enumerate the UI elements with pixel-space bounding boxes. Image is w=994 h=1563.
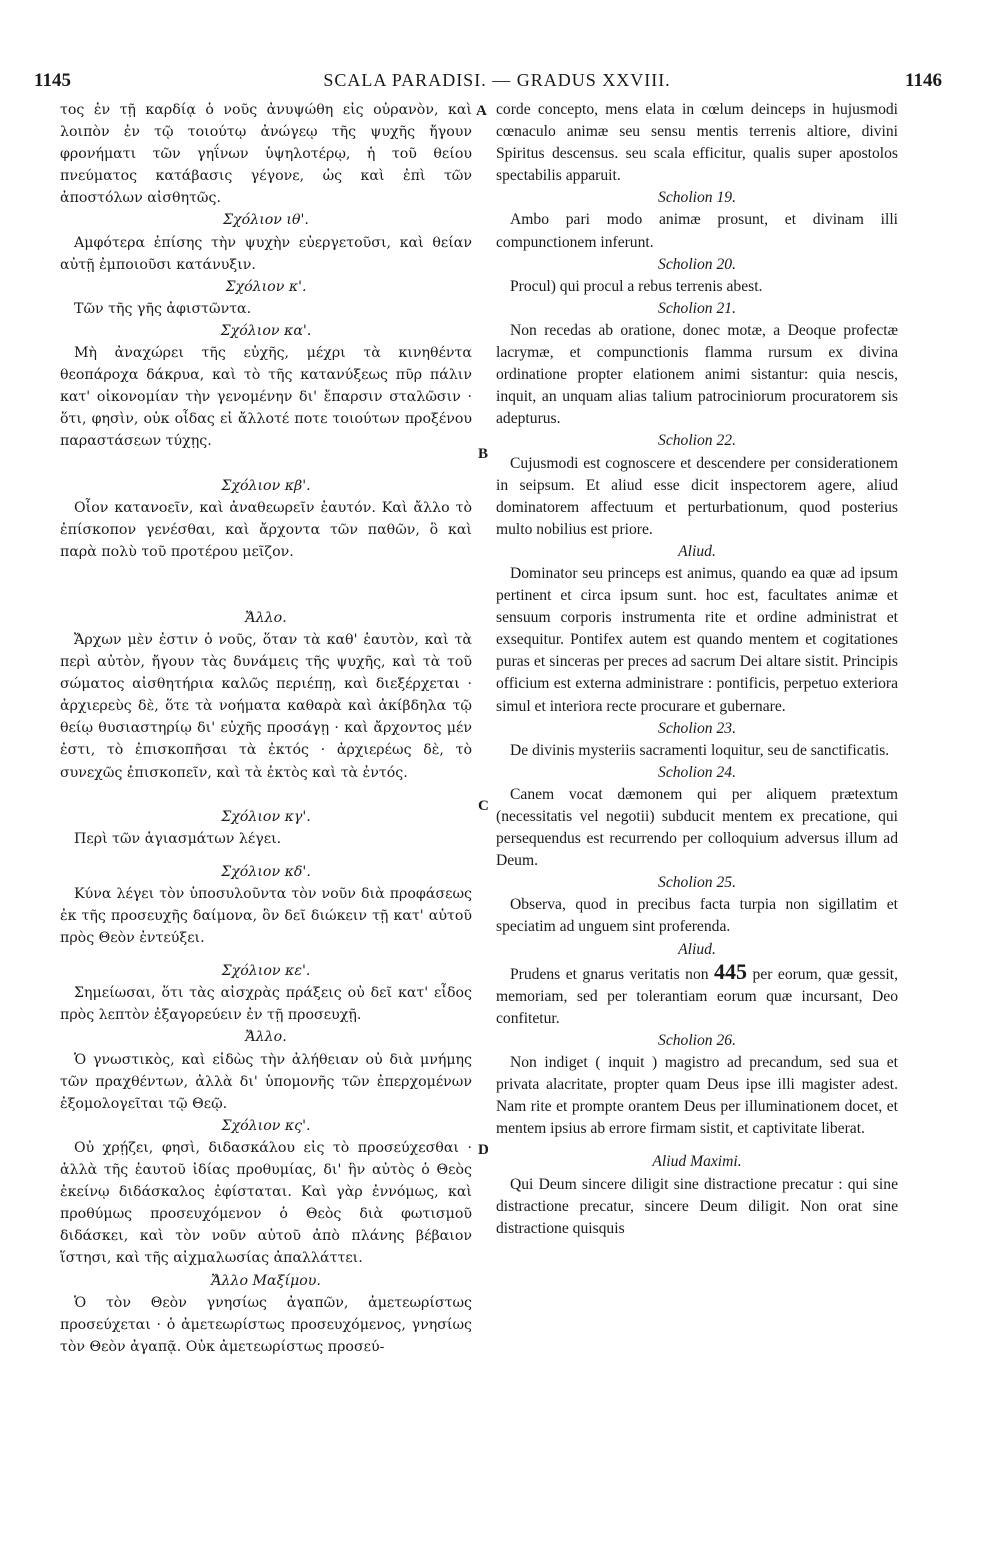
greek-scholion-heading: Σχόλιον κε'. [221, 963, 311, 980]
greek-paragraph: Ἄρχων μὲν ἐστιν ὁ νοῦς, ὅταν τὰ καθ' ἑαυτὸν, καὶ τὰ περὶ αὐτὸν, ἤγουν τὰς δυνάμεις τῆς ψυχῆς, καὶ τὰ τοῦ σώματος αἰσθητήρια καλῶς περιέπῃ, καὶ διεξέρχεται · ἀρχιερεὺς δὲ, ὅτε τὰ νοήματα καθαρὰ καὶ ἀκίβδηλα τῷ θείῳ θυσιαστηρίῳ δι' εὐχῆς προσάγῃ · καὶ ἄρχοντος μέν ἐστι, τὸ ἐπισκοπῆσαι τὰ ἐκτός · ἀρχιερέως δὲ, τὸ συνεχῶς ἐπισκοπεῖν, καὶ τὰ ἐκτὸς καὶ τὰ ἐντός. [60, 631, 472, 781]
latin-paragraph [496, 958, 898, 1030]
greek-paragraph: Μὴ ἀναχώρει τῆς εὐχῆς, μέχρι τὰ κινηθέντα θεοπάροχα δάκρυα, καὶ τὸ τῆς κατανύξεως πῦρ πάλιν κατ' οἰκονομίαν τὴν γενομένην δι' ἔπαρσιν σταλῶσιν · ὅτι, φησὶν, οὐκ οἶδας εἰ ἄλλοτέ ποτε τοιούτων προξένου παραστάσεων τύχῃς. [60, 345, 472, 450]
greek-paragraph: Κύνα λέγει τὸν ὑποσυλοῦντα τὸν νοῦν διὰ προφάσεως ἐκ τῆς προσευχῆς δαίμονα, ὃν δεῖ διώκειν τῇ κατ' αὐτοῦ πρὸς Θεὸν ἐντεύξει. [60, 885, 472, 947]
page-number-right: 1146 [905, 70, 942, 91]
latin-paragraph: Procul) qui procul a rebus terrenis abest. [510, 277, 763, 295]
greek-paragraph: Τῶν τῆς γῆς ἀφιστῶντα. [74, 300, 252, 317]
latin-paragraph: Dominator seu princeps est animus, quando ea quæ ad ipsum pertinent et circa ipsum sunt. hoc est, facultates animæ et sensuum corporis instrumenta rite et ordine administrat et exsequitur. Pontifex autem est quando mentem et cogitationes puras et sinceras per preces ad sacrum Dei altare sistit. Principis officium est externa administrare : pontificis, perpetuo exteriora simul et interiora recte procurare et gubernare. [496, 564, 898, 715]
latin-paragraph: De divinis mysteriis sacramenti loquitur, seu de sanctificatis. [510, 741, 890, 759]
page-header [0, 70, 994, 98]
latin-paragraph: corde concepto, mens elata in cœlum deinceps in hujusmodi cœnaculo animæ seu sensu mentis terrenis altiore, divini Spiritus descensus. seu scala efficitur, qualis super apostolos spectabilis apparuit. [496, 101, 898, 185]
greek-scholion-heading: Σχόλιον κβ'. [221, 477, 311, 494]
running-title: SCALA PARADISI. — GRADUS XXVIII. [323, 70, 671, 90]
latin-scholion-heading: Scholion 21. [658, 299, 736, 317]
greek-paragraph: Περὶ τῶν ἁγιασμάτων λέγει. [74, 830, 282, 847]
greek-scholion-heading: Ἄλλο. [245, 609, 287, 626]
greek-paragraph: Ὁ γνωστικὸς, καὶ εἰδὼς τὴν ἀλήθειαν οὐ διὰ μνήμης τῶν πραχθέντων, ἀλλὰ δι' ὑπομονῆς τῶν ἐπερχομένων ἐξομολογεῖται τῷ Θεῷ. [60, 1051, 472, 1112]
column-number: 445 [714, 958, 748, 984]
greek-scholion-heading: Ἄλλο. [245, 1029, 287, 1046]
greek-scholion-heading: Ἄλλο Μαξίμου. [211, 1272, 321, 1289]
latin-scholion-heading: Scholion 25. [658, 874, 736, 892]
latin-scholion-heading: Scholion 20. [658, 255, 736, 273]
greek-paragraph: Ὁ τὸν Θεὸν γνησίως ἀγαπῶν, ἀμετεωρίστως προσεύχεται · ὁ ἀμετεωρίστως προσευχόμενος, γνησίως τὸν Θεὸν ἀγαπᾷ. Οὐκ ἀμετεωρίστως προσεύ- [60, 1294, 472, 1355]
latin-paragraph: Qui Deum sincere diligit sine distractione precatur : qui sine distractione precatur, sincere Deum diligit. Non orat sine distractione quisquis [496, 1175, 898, 1237]
latin-scholion-heading: Scholion 19. [658, 189, 736, 207]
latin-scholion-heading: Aliud Maximi. [652, 1153, 742, 1171]
section-marker-a: A [476, 103, 487, 119]
latin-scholion-heading: Scholion 23. [658, 719, 736, 737]
greek-scholion-heading: Σχόλιον κδ'. [221, 863, 311, 880]
latin-text: Prudens et gnarus veritatis non [510, 965, 709, 983]
greek-paragraph: Οἷον κατανοεῖν, καὶ ἀναθεωρεῖν ἑαυτόν. Καὶ ἄλλο τὸ ἐπίσκοπον γενέσθαι, καὶ ἄρχοντα τῶν παθῶν, ὃ καὶ παρὰ πολὺ τοῦ προτέρου μεῖζον. [60, 499, 472, 560]
latin-paragraph: Observa, quod in precibus facta turpia non sigillatim et speciatim ad unguem sint proferenda. [496, 896, 898, 936]
latin-text: per eorum, quæ gessit, memoriam, sed per tolerantiam eorum quæ incursant, Deo confitetur. [496, 965, 898, 1027]
greek-scholion-heading: Σχόλιον κ'. [225, 278, 307, 295]
latin-paragraph: Ambo pari modo animæ prosunt, et divinam illi compunctionem inferunt. [496, 211, 898, 251]
latin-scholion-heading: Scholion 26. [658, 1031, 736, 1049]
greek-scholion-heading: Σχόλιον κγ'. [221, 808, 311, 825]
greek-paragraph: Οὐ χρῄζει, φησὶ, διδασκάλου εἰς τὸ προσεύχεσθαι · ἀλλὰ τῆς ἑαυτοῦ ἰδίας προθυμίας, δι' ἣν αὐτὸς ὁ Θεὸς ἐκείνῳ διδάσκαλος ἐφίσταται. Καὶ γὰρ ἐννόμως, καὶ προθύμως προσευχόμενον ὁ Θεὸς διὰ φωτισμοῦ διδάσκει, καὶ τὸν νοῦν αὐτοῦ ἀπὸ πλάνης βέβαιον ἵστησι, καὶ τῆς αἰχμαλωσίας ἀπαλλάττει. [60, 1139, 472, 1267]
latin-paragraph: Non recedas ab oratione, donec motæ, a Deoque profectæ lacrymæ, et compunctionis flamma rursum ex divina ordinatione propter elationem animi sistantur: quia nescis, inquit, an unquam alias talium patrociniorum procuratorem sis adepturus. [496, 321, 898, 428]
latin-paragraph: Cujusmodi est cognoscere et descendere per considerationem in seipsum. Et aliud esse dicit inspectorem agere, aliud dominatorem affectuum et perturbationum, quod posterius multo nobilius est priore. [496, 454, 898, 538]
section-marker-c: C [478, 798, 489, 814]
greek-column [60, 99, 472, 1358]
greek-paragraph: τος ἐν τῇ καρδίᾳ ὁ νοῦς ἀνυψώθη εἰς οὐρανὸν, καὶ λοιπὸν ἐν τῷ τοιούτῳ ἀνώγεῳ τῆς ψυχῆς ἤγουν φρονήματι τῶν γηΐνων ὑψηλοτέρῳ, ἡ τοῦ θείου πνεύματος κατάβασις γέγονε, ὡς καὶ ἐπὶ τῶν ἀποστόλων αἰσθητῶς. [60, 102, 472, 207]
greek-scholion-heading: Σχόλιον κς'. [221, 1117, 311, 1134]
latin-scholion-heading: Scholion 24. [658, 763, 736, 781]
section-marker-d: D [478, 1142, 489, 1158]
latin-scholion-heading: Aliud. [678, 940, 716, 958]
latin-paragraph: Canem vocat dæmonem qui per aliquem prætextum (necessitatis vel negotii) subducit mentem ex precatione, qui persequendus est recurrendo per colloquium adversus illum ad Deum. [496, 785, 898, 870]
greek-scholion-heading: Σχόλιον κα'. [220, 322, 312, 339]
greek-paragraph: Σημείωσαι, ὅτι τὰς αἰσχρὰς πράξεις οὐ δεῖ κατ' εἶδος πρὸς λεπτὸν ἐξαγορεύειν ἐν τῇ προσευχῇ. [60, 985, 472, 1024]
latin-paragraph: Non indiget ( inquit ) magistro ad precandum, sed sua et privata alacritate, propter quam Deus ipse illi magister adest. Nam rite et prompte orantem Deus per illuminationem docet, et mentem ipsius ab errore firmam sistit, et captivitate liberat. [496, 1054, 898, 1138]
latin-column [496, 99, 898, 1240]
greek-scholion-heading: Σχόλιον ιθ'. [223, 212, 309, 229]
latin-scholion-heading: Scholion 22. [658, 432, 736, 450]
page-number-left: 1145 [34, 70, 71, 91]
section-marker-b: B [478, 446, 489, 462]
latin-scholion-heading: Aliud. [678, 542, 716, 560]
greek-paragraph: Αμφότερα ἐπίσης τὴν ψυχὴν εὐεργετοῦσι, καὶ θείαν αὐτῇ ἐμποιοῦσι κατάνυξιν. [60, 234, 472, 273]
